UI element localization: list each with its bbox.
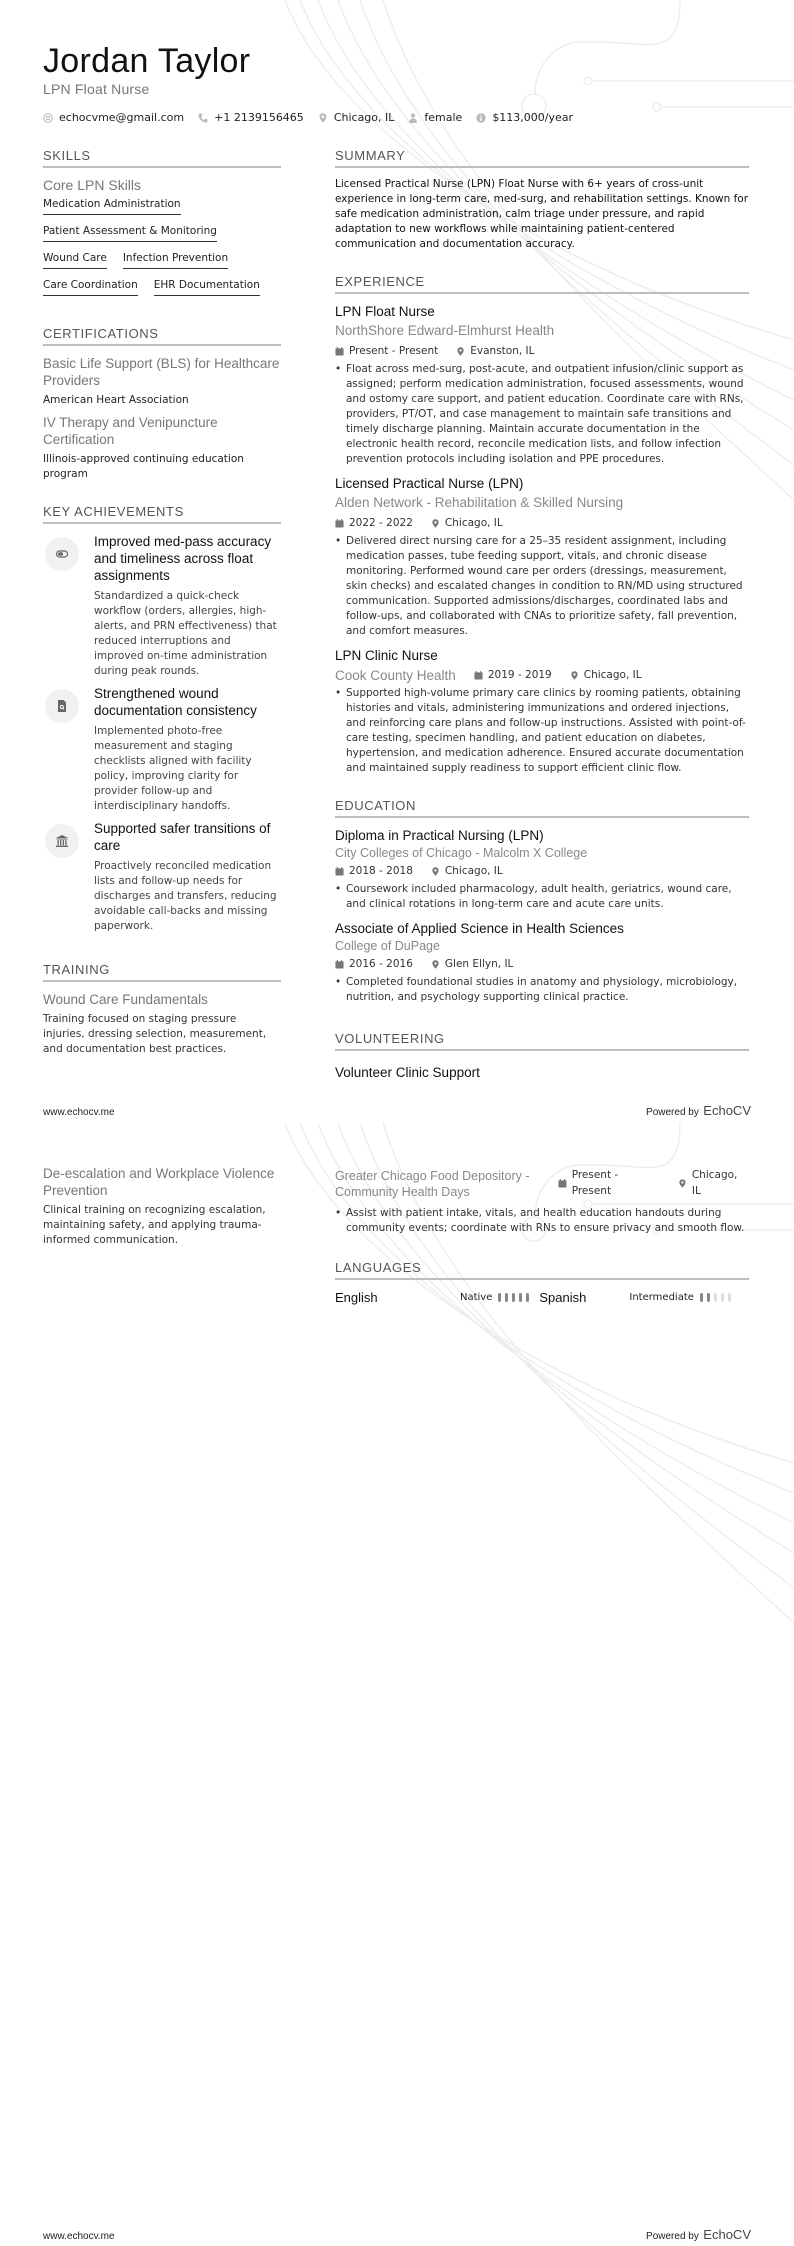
calendar-icon [335,960,344,969]
calendar-icon [335,347,344,356]
achievements-section [43,504,281,934]
job-bullet-text: Delivered direct nursing care for a 25–35 resident assignment, including medication passes, tube feeding support, vitals, and chronic disease monitoring. Performed wound care per orders (dressings, measurement, skin checks) and escalated changes in condition to RN/MD using structured communication. Supported admissions/discharges, coordinated labs and follow-ups, and collaborated with CNAs to prioritize safety, fall prevention, and comfort measures. [346,535,743,637]
skill-list [43,196,281,304]
education-dates: 2018 - 2018 [349,865,413,877]
calendar-icon [474,671,483,680]
resume-page-2 [0,1123,794,2246]
institution-icon [45,824,79,858]
volunteering-heading: VOLUNTEERING [335,1031,749,1051]
language-name: English [335,1290,378,1305]
training-name: Wound Care Fundamentals [43,992,208,1007]
job-dates: 2022 - 2022 [349,517,413,529]
certification-item [43,414,281,482]
training-heading: TRAINING [43,962,281,982]
achievements-heading: KEY ACHIEVEMENTS [43,504,281,524]
language-level: Native [460,1292,493,1303]
person-icon [408,113,418,123]
brand-name[interactable]: EchoCV [703,1103,751,1118]
certification-item [43,355,281,408]
achievement-item [43,820,281,934]
skills-heading: SKILLS [43,148,281,168]
job-company: Cook County Health [335,667,456,683]
contact-phone[interactable] [198,111,304,124]
volunteer-item [335,1165,749,1236]
training-section [43,962,281,1057]
phone-icon [198,113,208,123]
education-location: Chicago, IL [444,865,503,877]
job-bullet-text: Supported high-volume primary care clinics by rooming patients, obtaining histories and vitals, administering immunizations and ordered injections, and reinforcing care plans and follow-up instructions. Assisted with point-of-care testing, specimen handling, and patient education on diabetes, hypertension, and medication adherence. Ensured accurate documentation and maintained supply readiness to support efficient clinic flow. [346,687,746,774]
experience-item [335,647,749,776]
footer-powered-by [646,1102,751,1120]
education-school: College of DuPage [335,939,440,953]
education-item [335,827,749,912]
job-dates: Present - Present [349,345,439,357]
info-icon [476,113,486,123]
footer-url[interactable]: www.echocv.me [43,2231,115,2242]
page-footer [43,2226,751,2244]
language-list [335,1290,749,1305]
right-column-continued [335,1161,749,1327]
achievement-description: Standardized a quick-check workflow (orders, allergies, high-alerts, and PRN effectiveness) that reduced interruptions and improved on-time administration during peak rounds. [94,590,277,677]
summary-section [335,148,749,252]
job-location: Chicago, IL [444,517,503,529]
contact-gender [408,111,462,124]
education-meta [335,863,749,879]
footer-powered-by [646,2226,751,2244]
achievement-description: Implemented photo-free measurement and staging checklists aligned with facility policy, improving clarity for provider follow-up and interdisciplinary handoffs. [94,725,252,812]
language-level: Intermediate [629,1292,694,1303]
volunteering-section [335,1031,749,1080]
skill-item: Patient Assessment & Monitoring [43,223,217,242]
candidate-name: Jordan Taylor [43,42,251,80]
contact-row [43,111,587,124]
achievement-item [43,533,281,679]
volunteer-org-row [335,1165,749,1202]
volunteer-location: Chicago, IL [691,1169,738,1197]
job-bullet: • Delivered direct nursing care for a 25–35 resident assignment, including medication passes, tube feeding support, vitals, and chronic disease monitoring. Performed wound care per orders (dressings, measurement, skin checks) and escalated changes in condition to RN/MD using structured communication. Supported admissions/discharges, coordinated labs and follow-ups, and collaborated with CNAs to prioritize safety, fall prevention, and comfort measures. [335,534,749,639]
volunteer-bullet-text: Assist with patient intake, vitals, and health education handouts during community events; coordinate with RNs to ensure privacy and smooth flow. [346,1207,745,1234]
job-location: Chicago, IL [583,669,642,681]
language-proficiency-dots [700,1293,735,1302]
skill-group-title: Core LPN Skills [43,177,142,193]
powered-by-label: Powered by [646,1107,699,1118]
job-bullet: • Float across med-surg, post-acute, and outpatient infusion/clinic support as assigned; perform medication administration, focused assessments, wound and ostomy care support, and patient education. Coordinate care with RNs, providers, PT/OT, and case management to maintain safe transitions and timely discharge planning. Maintain accurate documentation in the electronic health record, reconcile medication lists, and follow infection prevention protocols including isolation and PPE procedures. [335,362,749,467]
skills-section [43,148,281,304]
contact-salary-text: $113,000/year [492,111,574,124]
job-bullet: • Supported high-volume primary care clinics by rooming patients, obtaining histories and vitals, administering immunizations and ordered injections, and reinforcing care plans and follow-up instructions. Assisted with point-of-care testing, specimen handling, and patient education on diabetes, hypertension, and medication adherence. Ensured accurate documentation and maintained supply readiness to support efficient clinic flow. [335,686,749,776]
certification-name: IV Therapy and Venipuncture Certification [43,415,218,447]
language-proficiency-dots [498,1293,533,1302]
education-degree: Diploma in Practical Nursing (LPN) [335,828,544,843]
location-icon [431,960,440,969]
job-company: NorthShore Edward-Elmhurst Health [335,323,555,338]
job-meta [474,667,660,683]
skill-item: Medication Administration [43,196,181,215]
job-company: Alden Network - Rehabilitation & Skilled Nursing [335,495,624,510]
footer-url[interactable]: www.echocv.me [43,1107,115,1118]
education-item [335,920,749,1005]
location-icon [570,671,579,680]
experience-item [335,303,749,467]
achievement-title: Strengthened wound documentation consistency [94,686,257,718]
training-item [43,1165,281,1248]
job-company-meta-row [335,665,749,686]
training-description: Clinical training on recognizing escalation, maintaining safety, and applying trauma-informed communication. [43,1204,266,1246]
languages-section [335,1260,749,1305]
contact-location-text: Chicago, IL [333,111,395,124]
volunteer-bullet: • Assist with patient intake, vitals, and health education handouts during community events; coordinate with RNs to ensure privacy and smooth flow. [335,1206,749,1236]
contact-salary [476,111,573,124]
location-icon [678,1179,687,1188]
education-dates: 2016 - 2016 [349,958,413,970]
job-bullet-text: Float across med-surg, post-acute, and outpatient infusion/clinic support as assigned; perform medication administration, focused assessments, wound and ostomy care support, and patient education. Coordinate care with RNs, providers, PT/OT, and case management to maintain safe transitions and timely discharge planning. Maintain accurate documentation in the electronic health record, reconcile medication lists, and follow infection prevention protocols including isolation and PPE procedures. [346,363,744,465]
certification-issuer: American Heart Association [43,394,189,406]
left-column-continued [43,1161,281,1248]
document-search-icon [45,689,79,723]
achievement-title: Improved med-pass accuracy and timeliness across float assignments [94,534,272,583]
education-meta [335,956,749,972]
volunteer-org: Greater Chicago Food Depository - Community Health Days [335,1168,530,1199]
job-dates: 2019 - 2019 [487,669,552,681]
calendar-icon [335,519,344,528]
job-title: Licensed Practical Nurse (LPN) [335,476,524,491]
job-meta [335,515,749,531]
page-footer [43,1102,751,1120]
location-icon [431,867,440,876]
contact-phone-text: +1 2139156465 [214,111,304,124]
education-degree: Associate of Applied Science in Health Sciences [335,921,624,936]
skill-item: Infection Prevention [123,250,228,269]
education-bullet-text: Completed foundational studies in anatomy and physiology, microbiology, nutrition, and psychology supporting clinical practice. [346,976,738,1003]
education-school: City Colleges of Chicago - Malcolm X College [335,846,588,860]
contact-gender-text: female [424,111,463,124]
achievement-item [43,685,281,814]
summary-heading: SUMMARY [335,148,749,168]
achievement-description: Proactively reconciled medication lists and follow-up needs for discharges and transfers, reducing avoidable call-backs and missing paperwork. [94,860,277,932]
language-name: Spanish [539,1290,587,1305]
contact-email[interactable] [43,111,184,124]
calendar-icon [558,1179,567,1188]
education-heading: EDUCATION [335,798,749,818]
education-bullet: • Coursework included pharmacology, adult health, geriatrics, wound care, and clinical rotations in long-term care and acute care units. [335,882,749,912]
skill-item: Wound Care [43,250,107,269]
job-title: LPN Clinic Nurse [335,648,438,663]
certification-name: Basic Life Support (BLS) for Healthcare Providers [43,356,280,388]
certifications-heading: CERTIFICATIONS [43,326,281,346]
education-bullet: • Completed foundational studies in anatomy and physiology, microbiology, nutrition, and psychology supporting clinical practice. [335,975,749,1005]
languages-heading: LANGUAGES [335,1260,749,1280]
skill-item: EHR Documentation [154,277,260,296]
job-location: Evanston, IL [470,345,535,357]
location-icon [456,347,465,356]
at-icon [43,113,53,123]
experience-heading: EXPERIENCE [335,274,749,294]
location-icon [318,113,328,123]
resume-header [43,42,587,124]
right-column [335,148,749,1102]
left-column [43,148,281,1079]
skill-item: Care Coordination [43,277,138,296]
calendar-icon [335,867,344,876]
achievement-title: Supported safer transitions of care [94,821,271,853]
experience-section [335,274,749,776]
brand-name[interactable]: EchoCV [703,2227,751,2242]
education-section [335,798,749,1005]
training-item [43,991,281,1057]
powered-by-label: Powered by [646,2231,699,2242]
toggle-icon [45,537,79,571]
job-meta [335,343,749,359]
education-bullet-text: Coursework included pharmacology, adult health, geriatrics, wound care, and clinical rotations in long-term care and acute care units. [346,883,732,910]
candidate-title: LPN Float Nurse [43,81,150,97]
volunteer-meta [558,1167,749,1199]
contact-location [318,111,395,124]
volunteer-dates: Present - Present [571,1169,619,1197]
experience-item [335,475,749,639]
training-name: De-escalation and Workplace Violence Prevention [43,1166,275,1198]
education-location: Glen Ellyn, IL [444,958,514,970]
location-icon [431,519,440,528]
volunteer-title: Volunteer Clinic Support [335,1065,480,1080]
training-description: Training focused on staging pressure injuries, dressing selection, measurement, and documentation best practices. [43,1013,267,1055]
certifications-section [43,326,281,482]
job-title: LPN Float Nurse [335,304,435,319]
contact-email-text: echocvme@gmail.com [59,111,185,124]
summary-text: Licensed Practical Nurse (LPN) Float Nurse with 6+ years of cross-unit experience in long-term care, med-surg, and rehabilitation settings. Known for safe medication administration, calm triage under pressure, and rapid adaptation to new workflows while maintaining patient-centered communication and documentation accuracy. [335,178,749,250]
certification-issuer: Illinois-approved continuing education program [43,453,244,480]
